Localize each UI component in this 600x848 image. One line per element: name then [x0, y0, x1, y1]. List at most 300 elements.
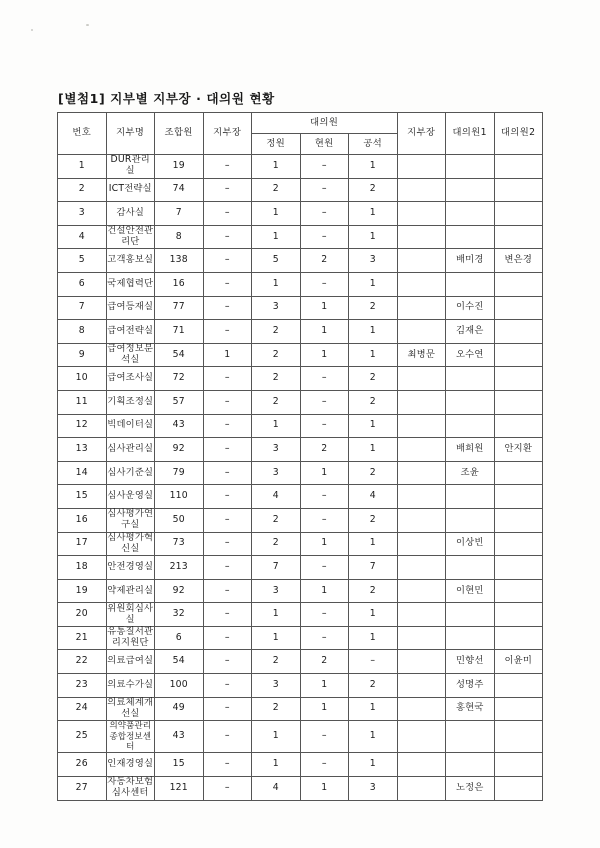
cell-members: 138	[155, 249, 204, 273]
cell-branch-name: 의료급여실	[106, 650, 155, 674]
cell-delegate1	[446, 367, 495, 391]
cell-branch-head-name	[397, 776, 446, 800]
cell-delegate2	[494, 697, 543, 721]
cell-branch-head-count: –	[203, 721, 252, 753]
cell-current: –	[300, 556, 349, 580]
cell-vacant: 1	[349, 753, 398, 777]
cell-vacant: 2	[349, 461, 398, 485]
cell-branch-head-count: –	[203, 155, 252, 179]
cell-vacant: 1	[349, 438, 398, 462]
table-row	[58, 776, 543, 800]
table-row	[58, 579, 543, 603]
cell-branch-head-count: –	[203, 603, 252, 627]
cell-vacant: 2	[349, 579, 398, 603]
cell-members: 6	[155, 626, 204, 650]
cell-members: 15	[155, 753, 204, 777]
cell-branch-head-count: –	[203, 650, 252, 674]
cell-delegate1	[446, 225, 495, 249]
column-header-delegate-group: 대의원	[252, 113, 398, 134]
cell-vacant: 1	[349, 343, 398, 367]
cell-delegate2	[494, 367, 543, 391]
cell-delegate1: 김재은	[446, 320, 495, 344]
column-header-branch-head-count: 지부장	[203, 113, 252, 155]
cell-no: 9	[58, 343, 107, 367]
cell-no: 26	[58, 753, 107, 777]
column-header-branch-head-name: 지부장	[397, 113, 446, 155]
cell-delegate2: 안지환	[494, 438, 543, 462]
cell-delegate2	[494, 776, 543, 800]
cell-no: 11	[58, 390, 107, 414]
cell-delegate2: 이윤미	[494, 650, 543, 674]
cell-delegate2	[494, 178, 543, 202]
cell-branch-name: 급여등재실	[106, 296, 155, 320]
cell-delegate2	[494, 272, 543, 296]
cell-vacant: 2	[349, 367, 398, 391]
cell-no: 8	[58, 320, 107, 344]
cell-branch-name: 의약품관리 종합정보센터	[106, 721, 155, 753]
cell-quota: 4	[252, 485, 301, 509]
table-row	[58, 202, 543, 226]
cell-quota: 2	[252, 390, 301, 414]
table-row	[58, 485, 543, 509]
cell-vacant: 2	[349, 674, 398, 698]
cell-members: 74	[155, 178, 204, 202]
cell-members: 73	[155, 532, 204, 556]
cell-members: 8	[155, 225, 204, 249]
table-row	[58, 320, 543, 344]
cell-no: 20	[58, 603, 107, 627]
cell-branch-name: 감사실	[106, 202, 155, 226]
cell-branch-head-count: –	[203, 202, 252, 226]
cell-current: –	[300, 414, 349, 438]
cell-delegate1	[446, 390, 495, 414]
cell-branch-head-count: –	[203, 626, 252, 650]
cell-branch-head-name	[397, 178, 446, 202]
cell-delegate2	[494, 721, 543, 753]
cell-no: 22	[58, 650, 107, 674]
cell-current: –	[300, 753, 349, 777]
cell-branch-head-name	[397, 674, 446, 698]
cell-current: –	[300, 390, 349, 414]
cell-no: 24	[58, 697, 107, 721]
column-header-delegate2: 대의원2	[494, 113, 543, 155]
table-row	[58, 721, 543, 753]
cell-current: –	[300, 626, 349, 650]
cell-delegate2	[494, 390, 543, 414]
cell-branch-head-name	[397, 626, 446, 650]
table-row	[58, 367, 543, 391]
cell-branch-head-count: –	[203, 508, 252, 532]
cell-delegate1: 이수진	[446, 296, 495, 320]
page-title: [별첨1] 지부별 지부장 · 대의원 현황	[58, 91, 275, 106]
table-row	[58, 178, 543, 202]
cell-branch-head-count: –	[203, 461, 252, 485]
cell-delegate2	[494, 461, 543, 485]
cell-vacant: 1	[349, 272, 398, 296]
cell-vacant: –	[349, 650, 398, 674]
cell-current: –	[300, 155, 349, 179]
cell-delegate2	[494, 603, 543, 627]
cell-members: 110	[155, 485, 204, 509]
scan-speck	[86, 24, 89, 26]
cell-vacant: 3	[349, 776, 398, 800]
cell-branch-head-count: –	[203, 674, 252, 698]
cell-no: 21	[58, 626, 107, 650]
cell-delegate1: 배희원	[446, 438, 495, 462]
cell-quota: 3	[252, 461, 301, 485]
column-header-quota: 정원	[252, 134, 301, 155]
cell-current: –	[300, 367, 349, 391]
cell-vacant: 1	[349, 603, 398, 627]
cell-members: 79	[155, 461, 204, 485]
cell-delegate1	[446, 603, 495, 627]
cell-current: 1	[300, 320, 349, 344]
cell-delegate2	[494, 556, 543, 580]
cell-branch-name: 인재경영실	[106, 753, 155, 777]
cell-branch-head-name	[397, 753, 446, 777]
cell-branch-head-name	[397, 461, 446, 485]
cell-branch-head-count: –	[203, 272, 252, 296]
cell-members: 43	[155, 721, 204, 753]
cell-vacant: 2	[349, 296, 398, 320]
cell-branch-name: 심사운영실	[106, 485, 155, 509]
cell-no: 3	[58, 202, 107, 226]
cell-vacant: 3	[349, 249, 398, 273]
column-header-branch-name: 지부명	[106, 113, 155, 155]
cell-vacant: 1	[349, 202, 398, 226]
column-header-no: 번호	[58, 113, 107, 155]
cell-quota: 1	[252, 155, 301, 179]
cell-vacant: 2	[349, 508, 398, 532]
cell-quota: 1	[252, 753, 301, 777]
cell-current: 1	[300, 674, 349, 698]
cell-quota: 3	[252, 438, 301, 462]
cell-branch-name: 심사기준실	[106, 461, 155, 485]
table-row	[58, 508, 543, 532]
cell-members: 92	[155, 438, 204, 462]
cell-branch-head-count: –	[203, 320, 252, 344]
cell-vacant: 7	[349, 556, 398, 580]
cell-delegate2	[494, 508, 543, 532]
cell-delegate2	[494, 155, 543, 179]
cell-delegate2	[494, 579, 543, 603]
table-row	[58, 390, 543, 414]
cell-branch-head-name	[397, 438, 446, 462]
cell-no: 13	[58, 438, 107, 462]
cell-members: 100	[155, 674, 204, 698]
cell-current: 1	[300, 776, 349, 800]
cell-current: 1	[300, 532, 349, 556]
cell-members: 213	[155, 556, 204, 580]
column-header-members: 조합원	[155, 113, 204, 155]
table-row	[58, 155, 543, 179]
cell-branch-name: 유통질서관리지원단	[107, 626, 154, 649]
cell-branch-head-name	[397, 296, 446, 320]
cell-branch-head-count: –	[203, 579, 252, 603]
cell-current: –	[300, 603, 349, 627]
cell-branch-head-name	[397, 579, 446, 603]
cell-delegate2	[494, 626, 543, 650]
cell-branch-head-count: –	[203, 776, 252, 800]
table-row	[58, 343, 543, 367]
column-header-vacant: 공석	[349, 134, 398, 155]
cell-vacant: 1	[349, 155, 398, 179]
cell-quota: 2	[252, 508, 301, 532]
table-body	[58, 155, 543, 801]
cell-quota: 2	[252, 650, 301, 674]
cell-branch-head-name	[397, 390, 446, 414]
cell-current: 2	[300, 438, 349, 462]
cell-current: 1	[300, 579, 349, 603]
cell-delegate1	[446, 202, 495, 226]
cell-delegate2	[494, 753, 543, 777]
cell-quota: 4	[252, 776, 301, 800]
cell-branch-name: 빅데이터실	[106, 414, 155, 438]
cell-quota: 3	[252, 296, 301, 320]
cell-branch-name: 의료체계개선실	[107, 696, 154, 719]
table-header	[58, 113, 543, 155]
cell-delegate1	[446, 485, 495, 509]
cell-delegate1	[446, 556, 495, 580]
cell-vacant: 1	[349, 532, 398, 556]
cell-branch-head-count: –	[203, 367, 252, 391]
cell-branch-head-name	[397, 202, 446, 226]
table-row	[58, 225, 543, 249]
cell-delegate1	[446, 626, 495, 650]
cell-members: 32	[155, 603, 204, 627]
cell-branch-name: DUR관리실	[106, 155, 155, 179]
table-row	[58, 414, 543, 438]
cell-delegate1	[446, 272, 495, 296]
cell-quota: 1	[252, 272, 301, 296]
cell-members: 71	[155, 320, 204, 344]
cell-branch-head-count: –	[203, 753, 252, 777]
cell-delegate1	[446, 508, 495, 532]
cell-current: 1	[300, 461, 349, 485]
cell-branch-name: 고객홍보실	[106, 249, 155, 273]
cell-branch-head-name	[397, 556, 446, 580]
cell-branch-head-name	[397, 721, 446, 753]
cell-no: 15	[58, 485, 107, 509]
cell-branch-name: 급여정보분석실	[107, 343, 154, 366]
cell-no: 23	[58, 674, 107, 698]
cell-branch-head-count: –	[203, 178, 252, 202]
cell-no: 1	[58, 155, 107, 179]
cell-vacant: 2	[349, 178, 398, 202]
cell-branch-head-name	[397, 320, 446, 344]
cell-delegate2	[494, 296, 543, 320]
cell-quota: 3	[252, 674, 301, 698]
cell-delegate2: 변은경	[494, 249, 543, 273]
cell-quota: 1	[252, 414, 301, 438]
table-row	[58, 438, 543, 462]
cell-quota: 1	[252, 225, 301, 249]
cell-no: 4	[58, 225, 107, 249]
cell-members: 54	[155, 343, 204, 367]
cell-branch-head-count: –	[203, 438, 252, 462]
scan-speck	[31, 29, 33, 31]
cell-current: 2	[300, 249, 349, 273]
cell-members: 121	[155, 776, 204, 800]
cell-no: 16	[58, 508, 107, 532]
cell-branch-head-count: –	[203, 556, 252, 580]
cell-members: 92	[155, 579, 204, 603]
cell-delegate1	[446, 753, 495, 777]
cell-quota: 2	[252, 178, 301, 202]
cell-branch-head-count: –	[203, 296, 252, 320]
table-row	[58, 697, 543, 721]
branch-delegate-table	[57, 112, 543, 801]
cell-delegate2	[494, 485, 543, 509]
table-row	[58, 272, 543, 296]
cell-branch-name: 심사평가혁신실	[107, 531, 154, 554]
cell-vacant: 1	[349, 626, 398, 650]
cell-branch-head-name	[397, 697, 446, 721]
cell-branch-head-count: –	[203, 390, 252, 414]
cell-current: –	[300, 225, 349, 249]
cell-branch-name: 심사관리실	[106, 438, 155, 462]
cell-current: –	[300, 508, 349, 532]
cell-delegate1: 민향선	[446, 650, 495, 674]
cell-quota: 1	[252, 721, 301, 753]
cell-delegate1: 이현민	[446, 579, 495, 603]
table-row	[58, 296, 543, 320]
cell-delegate2	[494, 532, 543, 556]
cell-delegate1: 이상빈	[446, 532, 495, 556]
column-header-current: 현원	[300, 134, 349, 155]
cell-vacant: 1	[349, 414, 398, 438]
cell-branch-head-name	[397, 532, 446, 556]
cell-branch-name: 안전경영실	[106, 556, 155, 580]
cell-quota: 3	[252, 579, 301, 603]
cell-members: 72	[155, 367, 204, 391]
table-row	[58, 249, 543, 273]
cell-vacant: 2	[349, 390, 398, 414]
cell-branch-name: 기획조정실	[106, 390, 155, 414]
cell-no: 5	[58, 249, 107, 273]
cell-members: 49	[155, 697, 204, 721]
table-row	[58, 461, 543, 485]
cell-current: –	[300, 202, 349, 226]
cell-quota: 1	[252, 626, 301, 650]
cell-quota: 2	[252, 320, 301, 344]
cell-delegate1: 성명주	[446, 674, 495, 698]
cell-members: 43	[155, 414, 204, 438]
cell-no: 25	[58, 721, 107, 753]
cell-delegate1: 노정은	[446, 776, 495, 800]
cell-quota: 2	[252, 532, 301, 556]
cell-delegate2	[494, 320, 543, 344]
cell-branch-head-name	[397, 414, 446, 438]
cell-delegate2	[494, 202, 543, 226]
cell-branch-head-count: –	[203, 249, 252, 273]
cell-branch-name: 심사평가연구실	[107, 508, 154, 531]
cell-current: 1	[300, 343, 349, 367]
cell-quota: 7	[252, 556, 301, 580]
cell-delegate1	[446, 155, 495, 179]
cell-current: 1	[300, 296, 349, 320]
cell-branch-head-count: –	[203, 532, 252, 556]
cell-branch-head-count: –	[203, 697, 252, 721]
cell-branch-name: 급여전략실	[106, 320, 155, 344]
cell-branch-head-count: –	[203, 485, 252, 509]
table-row	[58, 556, 543, 580]
cell-branch-head-name	[397, 249, 446, 273]
cell-members: 16	[155, 272, 204, 296]
cell-quota: 1	[252, 202, 301, 226]
cell-no: 6	[58, 272, 107, 296]
cell-vacant: 4	[349, 485, 398, 509]
table-row	[58, 674, 543, 698]
cell-quota: 2	[252, 343, 301, 367]
cell-members: 54	[155, 650, 204, 674]
cell-branch-head-count: –	[203, 225, 252, 249]
cell-delegate1: 홍현국	[446, 697, 495, 721]
cell-delegate1	[446, 721, 495, 753]
header-row-top	[58, 113, 543, 134]
cell-delegate1: 조윤	[446, 461, 495, 485]
cell-no: 14	[58, 461, 107, 485]
cell-members: 50	[155, 508, 204, 532]
cell-vacant: 1	[349, 697, 398, 721]
cell-members: 7	[155, 202, 204, 226]
table-row	[58, 532, 543, 556]
cell-delegate1	[446, 178, 495, 202]
cell-branch-head-name	[397, 155, 446, 179]
cell-no: 12	[58, 414, 107, 438]
cell-delegate2	[494, 414, 543, 438]
cell-current: 2	[300, 650, 349, 674]
cell-no: 10	[58, 367, 107, 391]
cell-branch-head-name	[397, 603, 446, 627]
cell-quota: 2	[252, 697, 301, 721]
cell-no: 19	[58, 579, 107, 603]
table-row	[58, 603, 543, 627]
cell-branch-head-name: 최병문	[397, 343, 446, 367]
cell-delegate2	[494, 343, 543, 367]
cell-branch-head-name	[397, 508, 446, 532]
cell-branch-head-name	[397, 650, 446, 674]
cell-branch-head-count: 1	[203, 343, 252, 367]
cell-branch-name: 위원회심사실	[107, 602, 154, 625]
cell-vacant: 1	[349, 225, 398, 249]
table-row	[58, 753, 543, 777]
cell-branch-head-name	[397, 225, 446, 249]
table-row	[58, 626, 543, 650]
cell-no: 18	[58, 556, 107, 580]
cell-delegate2	[494, 225, 543, 249]
cell-no: 2	[58, 178, 107, 202]
cell-branch-name: 자동차보험심사센터	[107, 776, 154, 799]
cell-branch-head-count: –	[203, 414, 252, 438]
cell-branch-name: 국제협력단	[106, 272, 155, 296]
cell-members: 77	[155, 296, 204, 320]
cell-no: 27	[58, 776, 107, 800]
cell-no: 17	[58, 532, 107, 556]
cell-members: 19	[155, 155, 204, 179]
cell-quota: 2	[252, 367, 301, 391]
cell-branch-name: 약제관리실	[106, 579, 155, 603]
cell-no: 7	[58, 296, 107, 320]
cell-branch-head-name	[397, 272, 446, 296]
cell-branch-name: 의료수가실	[106, 674, 155, 698]
cell-current: –	[300, 272, 349, 296]
cell-current: –	[300, 485, 349, 509]
cell-delegate1: 오수연	[446, 343, 495, 367]
cell-delegate2	[494, 674, 543, 698]
cell-branch-name: 급여조사실	[106, 367, 155, 391]
cell-branch-head-name	[397, 367, 446, 391]
